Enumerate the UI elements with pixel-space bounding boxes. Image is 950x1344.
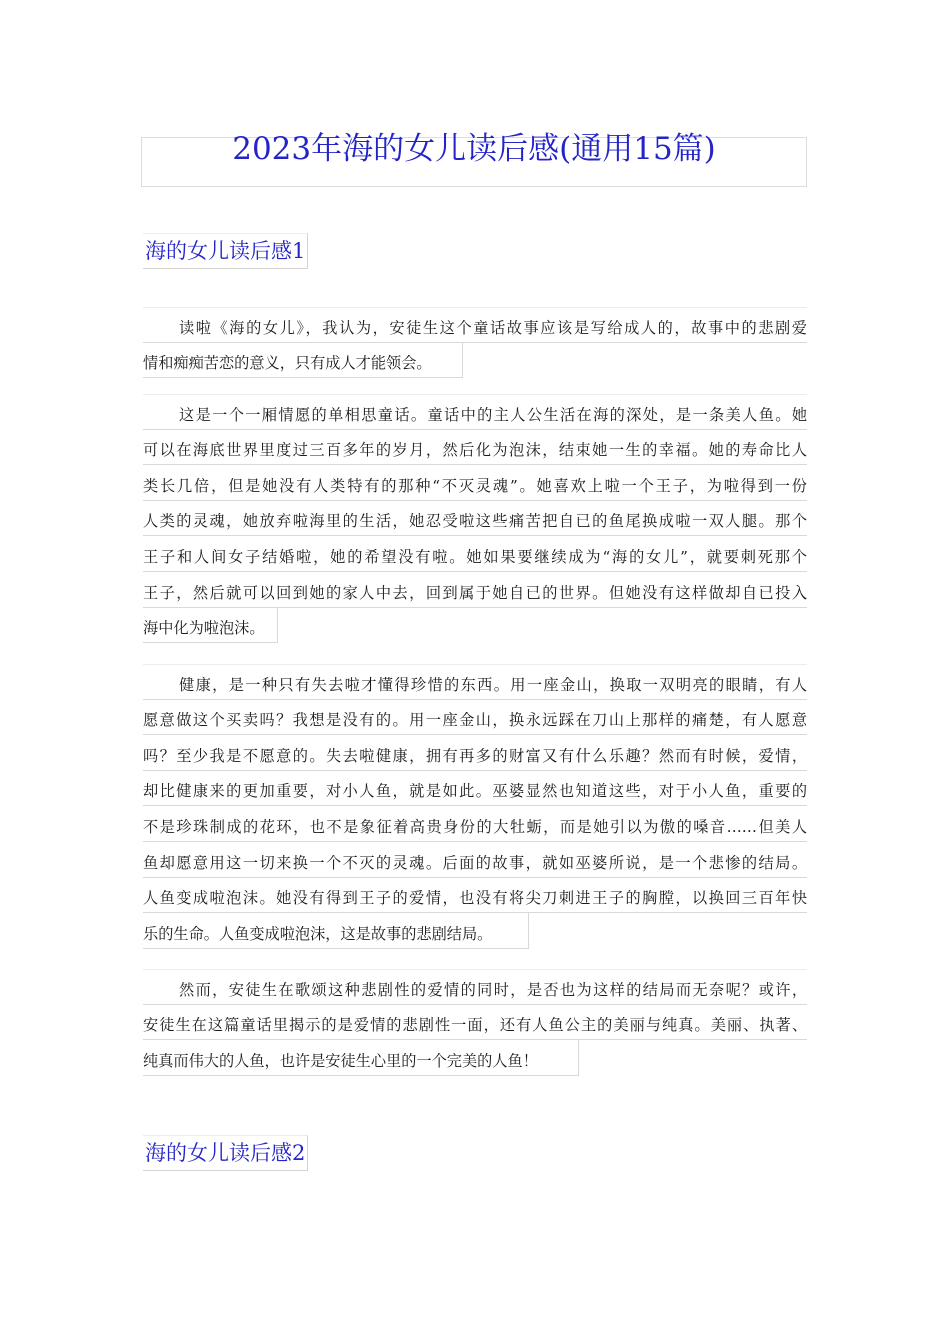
paragraph-3 — [143, 664, 807, 949]
paragraph-1 — [143, 307, 807, 378]
paragraph-line: 类长几倍，但是她没有人类特有的那种“不灭灵魂”。她喜欢上啦一个王子，为啦得到一份 — [143, 465, 807, 501]
paragraph-line: 健康，是一种只有失去啦才懂得珍惜的东西。用一座金山，换取一双明亮的眼睛，有人 — [143, 664, 807, 700]
paragraph-line: 愿意做这个买卖吗？我想是没有的。用一座金山，换永远踩在刀山上那样的痛楚，有人愿意 — [143, 700, 807, 736]
paragraph-line: 王子和人间女子结婚啦，她的希望没有啦。她如果要继续成为“海的女儿”，就要刺死那个 — [143, 536, 807, 572]
paragraph-line: 纯真而伟大的人鱼，也许是安徒生心里的一个完美的人鱼！ — [143, 1040, 579, 1076]
paragraph-line: 可以在海底世界里度过三百多年的岁月，然后化为泡沫，结束她一生的幸福。她的寿命比人 — [143, 430, 807, 466]
paragraph-line: 海中化为啦泡沫。 — [143, 608, 278, 644]
paragraph-line: 吗？至少我是不愿意的。失去啦健康，拥有再多的财富又有什么乐趣？然而有时候，爱情， — [143, 735, 807, 771]
paragraph-line: 然而，安徒生在歌颂这种悲剧性的爱情的同时，是否也为这样的结局而无奈呢？或许， — [143, 969, 807, 1005]
paragraph-line: 读啦《海的女儿》，我认为，安徒生这个童话故事应该是写给成人的，故事中的悲剧爱 — [143, 307, 807, 343]
paragraph-line: 情和痴痴苦恋的意义，只有成人才能领会。 — [143, 343, 463, 379]
paragraph-2 — [143, 394, 807, 643]
paragraph-line: 乐的生命。人鱼变成啦泡沫，这是故事的悲剧结局。 — [143, 913, 529, 949]
paragraph-line: 人类的灵魂，她放弃啦海里的生活，她忍受啦这些痛苦把自已的鱼尾换成啦一双人腿。那个 — [143, 501, 807, 537]
paragraph-line: 鱼却愿意用这一切来换一个不灭的灵魂。后面的故事，就如巫婆所说，是一个悲惨的结局。 — [143, 842, 807, 878]
document-title: 2023年海的女儿读后感(通用15篇) — [232, 131, 716, 167]
paragraph-line: 却比健康来的更加重要，对小人鱼，就是如此。巫婆显然也知道这些，对于小人鱼，重要的 — [143, 771, 807, 807]
section-heading-2: 海的女儿读后感2 — [143, 1135, 308, 1171]
paragraph-line: 安徒生在这篇童话里揭示的是爱情的悲剧性一面，还有人鱼公主的美丽与纯真。美丽、执著、 — [143, 1005, 807, 1041]
paragraph-line: 人鱼变成啦泡沫。她没有得到王子的爱情，也没有将尖刀刺进王子的胸膛，以换回三百年快 — [143, 878, 807, 914]
paragraph-line: 王子，然后就可以回到她的家人中去，回到属于她自已的世界。但她没有这样做却自已投入 — [143, 572, 807, 608]
paragraph-line: 不是珍珠制成的花环，也不是象征着高贵身份的大牡蛎，而是她引以为傲的嗓音……但美人 — [143, 806, 807, 842]
paragraph-4 — [143, 969, 807, 1076]
section-heading-1: 海的女儿读后感1 — [143, 233, 308, 269]
paragraph-line: 这是一个一厢情愿的单相思童话。童话中的主人公生活在海的深处，是一条美人鱼。她 — [143, 394, 807, 430]
